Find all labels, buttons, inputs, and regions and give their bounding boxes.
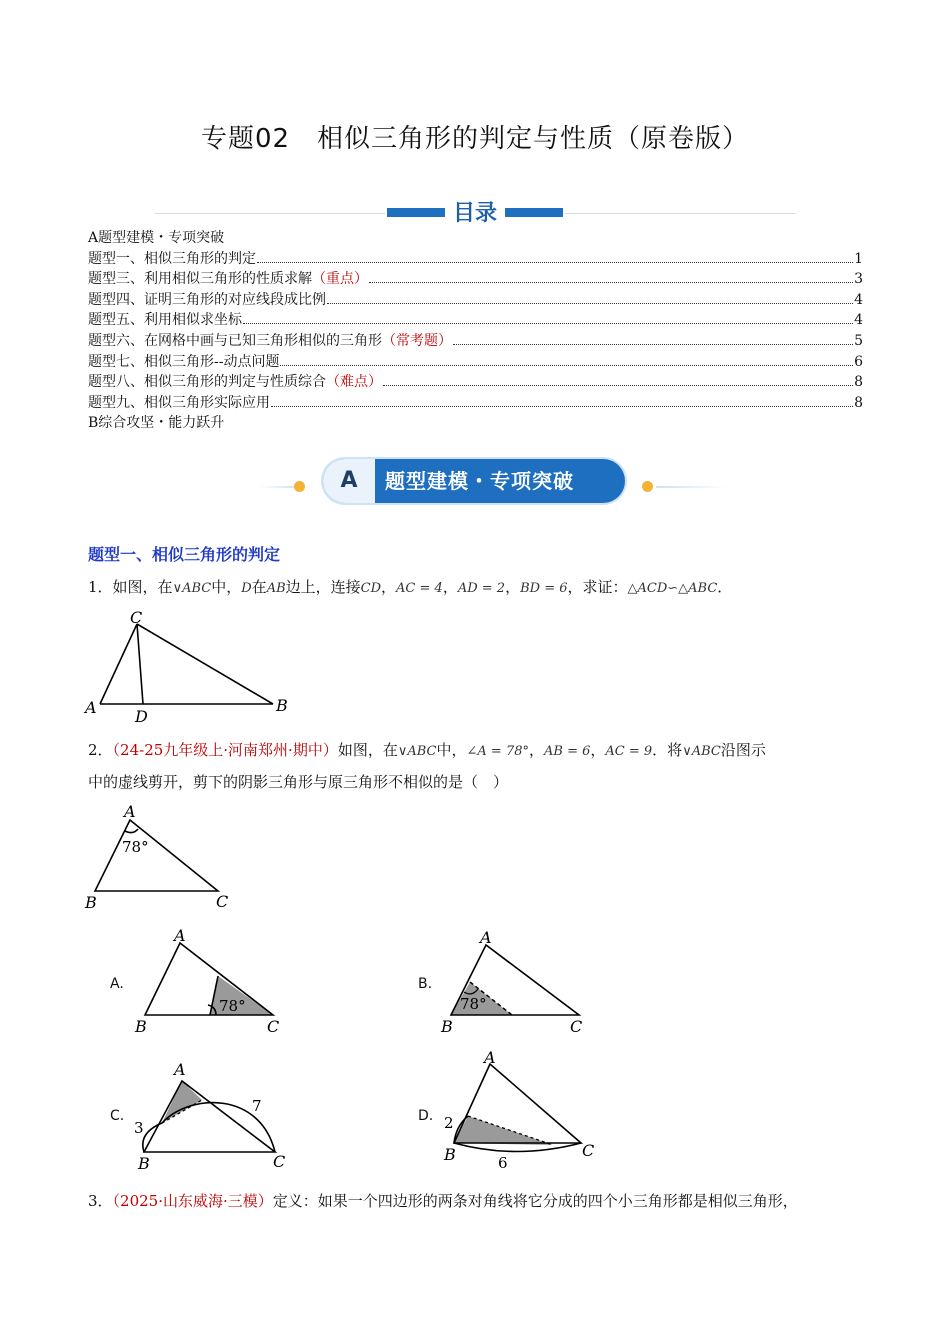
toc-heading: 目录: [452, 201, 497, 226]
toc-part-a[interactable]: A题型建模・专项突破: [88, 230, 225, 246]
question-2: 2．（24-25九年级上·河南郑州·期中）如图，在∨ABC中，∠A = 78°，AB = 6，AC = 9．将∨ABC沿图示 中的虚线剪开，剪下的阴影三角形与原三角形不相似的是（ ）: [88, 741, 766, 791]
option-b-figure[interactable]: [436, 925, 596, 1040]
toc-item[interactable]: 题型三、利用相似三角形的性质求解 （重点） 3: [88, 271, 863, 288]
toc-item[interactable]: 题型四、证明三角形的对应线段成比例 4: [88, 291, 863, 308]
section-title: 题型一、相似三角形的判定: [88, 545, 281, 564]
page-title: 专题02 相似三角形的判定与性质（原卷版）: [200, 124, 750, 154]
option-a-label[interactable]: A.: [110, 976, 124, 992]
toc-item[interactable]: 题型九、相似三角形实际应用 8: [88, 394, 863, 411]
option-a-figure[interactable]: [130, 925, 290, 1040]
label-c: C: [130, 608, 143, 627]
section-banner: [258, 458, 728, 508]
angle-label: 78°: [122, 838, 149, 856]
angle-label: 78°: [219, 997, 246, 1015]
toc-header: [155, 196, 795, 228]
banner-line-right: [656, 486, 728, 488]
toc-part-b[interactable]: B综合攻坚・能力跃升: [88, 415, 225, 432]
question-3: 3．（2025·山东威海·三模）定义：如果一个四边形的两条对角线将它分成的四个小三角形都是相似三角形，: [88, 1192, 798, 1210]
toc-item[interactable]: 题型八、相似三角形的判定与性质综合 （难点） 8: [88, 374, 863, 391]
banner-dot-left: [294, 481, 305, 492]
option-d-figure[interactable]: [436, 1050, 606, 1175]
length-3: 3: [134, 1119, 144, 1137]
label-b: B: [276, 696, 288, 715]
q1-figure: [80, 605, 300, 725]
angle-label: 78°: [460, 995, 487, 1013]
label-d: D: [135, 707, 148, 725]
toc-bar-right: [505, 208, 563, 217]
option-c-label[interactable]: C.: [110, 1108, 125, 1124]
length-6: 6: [498, 1154, 508, 1172]
toc-bar-left: [387, 208, 445, 217]
toc-divider-left: [155, 213, 385, 214]
q2-main-figure: [80, 800, 240, 915]
question-1: 1．如图，在∨ABC中，D在AB边上，连接CD，AC = 4，AD = 2，BD = 6，求证：△ACD∽△ABC．: [88, 578, 733, 596]
label-a: A: [484, 1050, 496, 1067]
banner-letter: A: [323, 459, 375, 503]
toc-item[interactable]: 题型七、相似三角形--动点问题 6: [88, 353, 863, 370]
label-b: B: [444, 1145, 456, 1164]
label-c: C: [273, 1152, 286, 1171]
label-b: B: [85, 893, 97, 912]
table-of-contents: [88, 228, 863, 434]
label-a: A: [174, 1060, 186, 1079]
label-a: A: [124, 802, 136, 821]
option-b-label[interactable]: B.: [418, 976, 433, 992]
banner-line-left: [258, 486, 298, 488]
length-2: 2: [444, 1114, 454, 1132]
label-c: C: [570, 1017, 583, 1036]
option-d-label[interactable]: D.: [418, 1108, 434, 1124]
toc-item[interactable]: 题型一、相似三角形的判定 1: [88, 250, 863, 267]
label-a: A: [174, 926, 186, 945]
label-c: C: [267, 1017, 280, 1036]
label-c: C: [216, 892, 229, 911]
banner-text: 题型建模・专项突破: [385, 469, 574, 493]
label-a: A: [480, 928, 492, 947]
banner-dot-right: [642, 481, 653, 492]
length-7: 7: [252, 1097, 262, 1115]
toc-divider-right: [565, 213, 795, 214]
toc-item[interactable]: 题型五、利用相似求坐标 4: [88, 312, 863, 329]
toc-item[interactable]: 题型六、在网格中画与已知三角形相似的三角形 （常考题） 5: [88, 332, 863, 349]
label-a: A: [85, 698, 97, 717]
label-b: B: [441, 1017, 453, 1036]
option-c-figure[interactable]: [130, 1055, 300, 1173]
label-b: B: [135, 1017, 147, 1036]
label-b: B: [138, 1154, 150, 1173]
banner-pill: [323, 459, 625, 503]
label-c: C: [582, 1141, 595, 1160]
